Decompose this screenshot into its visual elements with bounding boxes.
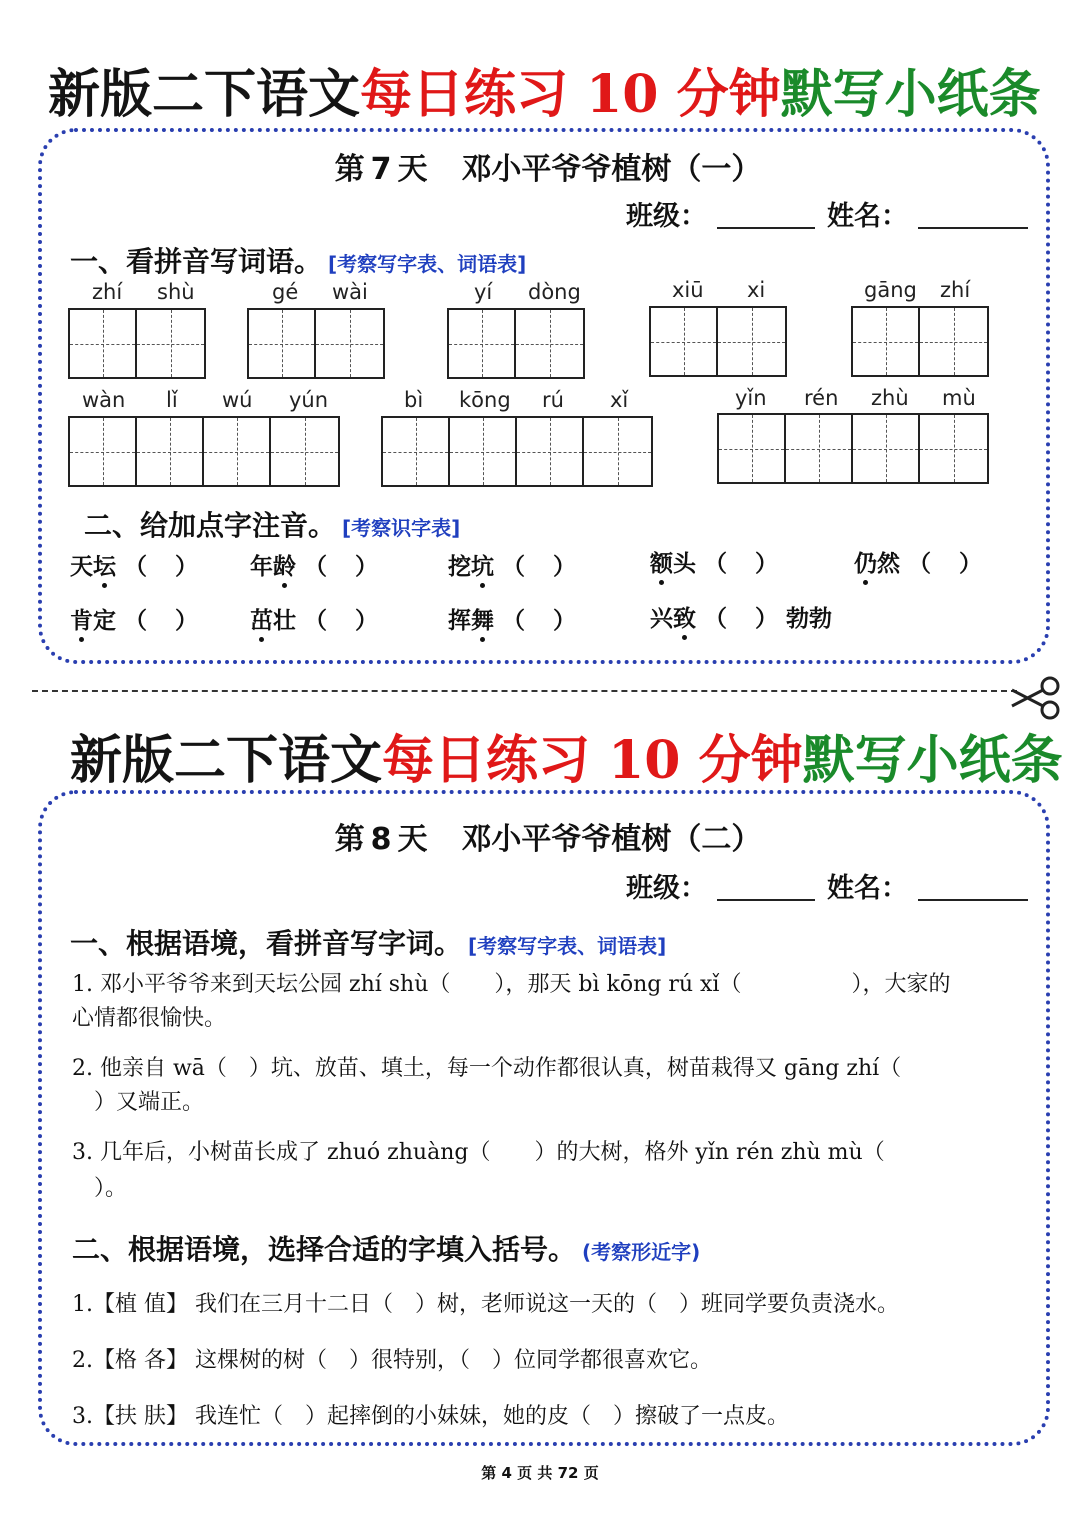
- pinyin-label: yǐn: [735, 386, 767, 410]
- pinyin-label: mù: [942, 386, 976, 410]
- header-title-black: 新版二下语文: [70, 730, 383, 791]
- choice-3: 3.【扶 肤】 我连忙（ ）起摔倒的小妹妹，她的皮（ ）擦破了一点皮。: [72, 1404, 789, 1429]
- section-title: 二、根据语境，选择合适的字填入括号。: [72, 1233, 577, 1266]
- day8-title-day: 天: [397, 822, 428, 857]
- class-blank[interactable]: [717, 899, 815, 901]
- pinyin-label: zhù: [871, 386, 909, 410]
- pinyin-label: kōng: [459, 388, 511, 412]
- writing-grid[interactable]: [447, 308, 585, 379]
- class-label: 班级：: [626, 873, 707, 904]
- zhuyin-item: 额头 （ ）: [650, 545, 778, 578]
- day7-title-prefix: 第: [334, 152, 365, 187]
- pinyin-label: xiū: [672, 278, 704, 302]
- pinyin-label: lǐ: [166, 388, 178, 412]
- page-footer: 第 4 页 共 72 页: [481, 1464, 599, 1482]
- pinyin-label: yí: [474, 280, 493, 304]
- section-note: [考察识字表]: [342, 516, 461, 540]
- question-2-line-1: 2. 他亲自 wā（ ）坑、放苗、填土，每一个动作都很认真，树苗栽得又 gāng zhí（: [72, 1056, 902, 1081]
- pinyin-label: gé: [272, 280, 299, 304]
- writing-grid[interactable]: [851, 306, 989, 377]
- section-note: [考察写字表、词语表]: [468, 934, 667, 958]
- class-label: 班级：: [626, 201, 707, 232]
- zhuyin-item: 仍然 （ ）: [854, 545, 982, 578]
- pinyin-label: rú: [542, 388, 564, 412]
- day8-class-name-row: [626, 866, 1028, 905]
- day7-title-num: 7: [370, 152, 392, 187]
- name-label: 姓名：: [827, 201, 908, 232]
- zhuyin-item: 茁壮 （ ）: [250, 602, 378, 635]
- day8-title-prefix: 第: [334, 822, 365, 857]
- writing-grid[interactable]: [247, 308, 385, 379]
- header-title-red: 每日练习 10 分钟: [360, 64, 781, 125]
- day8-section2-heading: [72, 1228, 700, 1268]
- pinyin-label: zhí: [940, 278, 971, 302]
- pinyin-label: bì: [404, 388, 424, 412]
- choice-1: 1.【植 值】 我们在三月十二日（ ）树，老师说这一天的（ ）班同学要负责浇水。: [72, 1292, 899, 1317]
- zhuyin-item: 兴致 （ ） 勃勃: [650, 600, 832, 633]
- day8-title: [42, 814, 1054, 858]
- section-title: 一、根据语境，看拼音写字词。: [70, 927, 463, 960]
- zhuyin-item: 天坛 （ ）: [70, 548, 198, 581]
- header-title-green: 默写小纸条: [780, 64, 1041, 125]
- cut-line: [32, 690, 1017, 692]
- day7-title: [42, 144, 1054, 188]
- section-title: 二、给加点字注音。: [84, 509, 337, 542]
- name-blank[interactable]: [918, 899, 1028, 901]
- pinyin-label: wàn: [82, 388, 126, 412]
- day8-section1-heading: [70, 922, 666, 962]
- question-1-line-2: 心情都很愉快。: [72, 1006, 227, 1031]
- day8-title-lesson: 邓小平爷爷植树（二）: [461, 822, 762, 857]
- day7-section2-heading: [84, 504, 460, 544]
- pinyin-label: zhí: [92, 280, 123, 304]
- pinyin-label: wú: [222, 388, 253, 412]
- pinyin-label: xǐ: [610, 388, 629, 412]
- section-note: [考察写字表、词语表]: [328, 252, 527, 276]
- name-blank[interactable]: [918, 227, 1028, 229]
- question-3-line-2: ）。: [94, 1176, 128, 1201]
- class-blank[interactable]: [717, 227, 815, 229]
- header-title-black: 新版二下语文: [48, 64, 361, 125]
- day7-section1-heading: [70, 240, 526, 280]
- writing-grid[interactable]: [68, 308, 206, 379]
- writing-grid[interactable]: [68, 416, 340, 487]
- worksheet-day8: [38, 790, 1050, 1446]
- header-title-green: 默写小纸条: [802, 730, 1063, 791]
- writing-grid[interactable]: [381, 416, 653, 487]
- day7-title-lesson: 邓小平爷爷植树（一）: [461, 152, 762, 187]
- scissors-icon: [1008, 674, 1064, 722]
- choice-2: 2.【格 各】 这棵树的树（ ）很特别，（ ）位同学都很喜欢它。: [72, 1348, 712, 1373]
- writing-grid[interactable]: [649, 306, 787, 377]
- day7-class-name-row: [626, 194, 1028, 233]
- pinyin-label: gāng: [864, 278, 917, 302]
- zhuyin-item: 挥舞 （ ）: [448, 602, 576, 635]
- pinyin-label: yún: [289, 388, 329, 412]
- question-1-line-1: 1. 邓小平爷爷来到天坛公园 zhí shù（ ），那天 bì kōng rú xǐ（ ），大家的: [72, 972, 951, 997]
- pinyin-label: shù: [157, 280, 195, 304]
- writing-grid[interactable]: [717, 413, 989, 484]
- section-note: (考察形近字): [582, 1240, 701, 1264]
- day7-title-day: 天: [397, 152, 428, 187]
- pinyin-label: xi: [747, 278, 766, 302]
- question-2-line-2: ）又端正。: [94, 1090, 205, 1115]
- pinyin-label: rén: [804, 386, 839, 410]
- page-header-day7: [48, 52, 1080, 127]
- zhuyin-item: 肯定 （ ）: [70, 602, 198, 635]
- question-3-line-1: 3. 几年后，小树苗长成了 zhuó zhuàng（ ）的大树，格外 yǐn rén zhù mù（: [72, 1140, 885, 1165]
- name-label: 姓名：: [827, 873, 908, 904]
- section-title: 一、看拼音写词语。: [70, 245, 323, 278]
- zhuyin-item: 挖坑 （ ）: [448, 548, 576, 581]
- worksheet-day7: [38, 128, 1050, 664]
- day8-title-num: 8: [370, 822, 392, 857]
- pinyin-label: wài: [332, 280, 368, 304]
- page-header-day8: [70, 718, 1080, 793]
- header-title-red: 每日练习 10 分钟: [382, 730, 803, 791]
- pinyin-label: dòng: [528, 280, 581, 304]
- zhuyin-item: 年龄 （ ）: [250, 548, 378, 581]
